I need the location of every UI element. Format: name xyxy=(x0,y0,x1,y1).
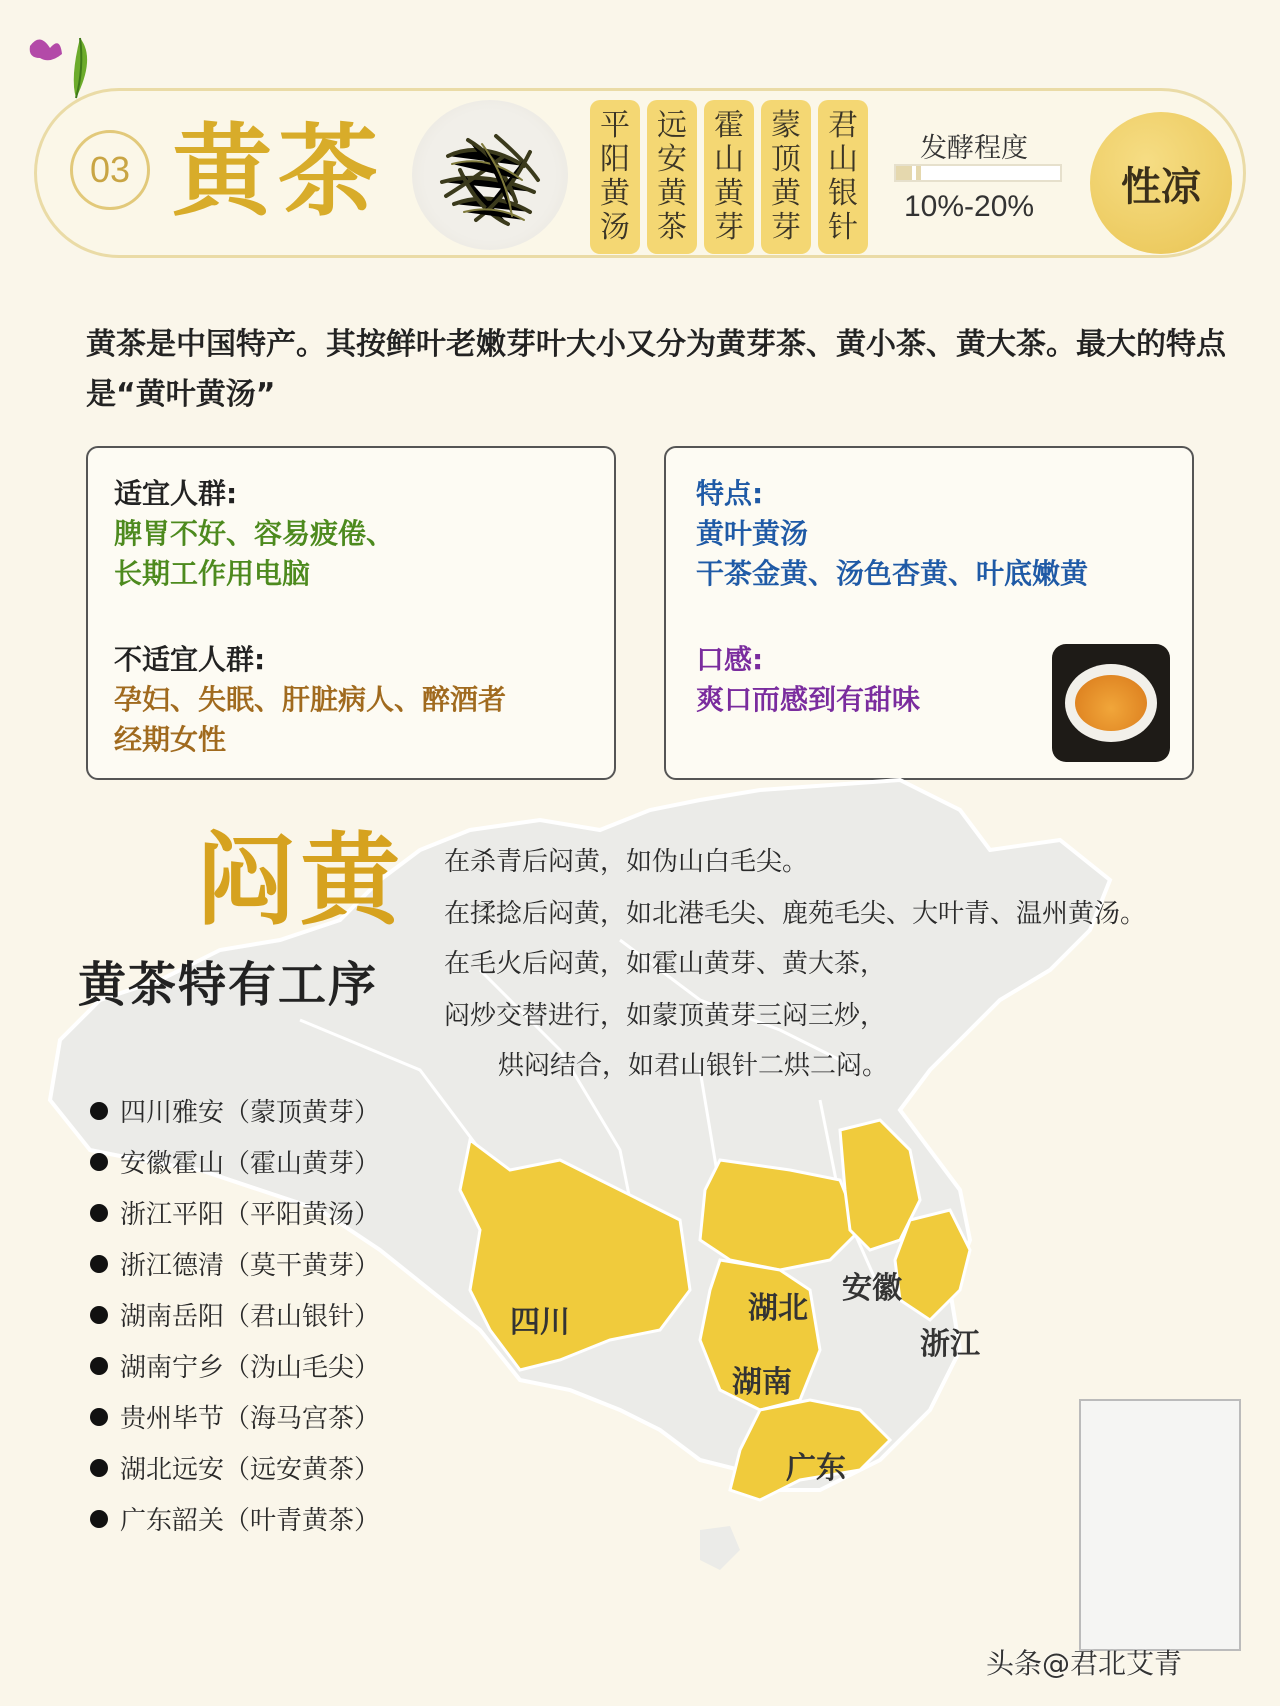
features-line: 黄叶黄汤 xyxy=(696,517,809,550)
taste-label: 口感: xyxy=(696,643,764,676)
unsuitable-line: 孕妇、失眠、肝脏病人、醉酒者 xyxy=(114,683,507,716)
map-label-sichuan: 四川 xyxy=(510,1305,570,1340)
features-box xyxy=(664,446,1194,780)
region-item: 四川雅安（蒙顶黄芽） xyxy=(90,1092,380,1129)
tea-cup-image xyxy=(1052,644,1170,762)
region-item: 安徽霍山（霍山黄芽） xyxy=(90,1143,380,1180)
nature-badge: 性凉 xyxy=(1090,112,1232,254)
unsuitable-label: 不适宜人群: xyxy=(114,643,266,676)
suitable-line: 脾胃不好、容易疲倦、 xyxy=(114,517,395,550)
bullet-icon xyxy=(90,1204,108,1222)
features-label: 特点: xyxy=(696,477,764,510)
process-subtitle: 黄茶特有工序 xyxy=(78,957,379,1013)
bullet-icon xyxy=(90,1306,108,1324)
intro-text: 黄茶是中国特产。其按鲜叶老嫩芽叶大小又分为黄芽茶、黄小茶、黄大茶。最大的特点是“黄叶黄汤” xyxy=(86,327,1226,412)
process-step: 烘闷结合，如君山银针二烘二闷。 xyxy=(498,1051,889,1081)
region-item: 贵州毕节（海马宫茶） xyxy=(90,1398,380,1435)
fermentation-label: 发酵程度 xyxy=(920,133,1028,164)
region-item: 湖北远安（远安黄茶） xyxy=(90,1449,380,1486)
map-province-zhejiang xyxy=(895,1210,970,1320)
process-step: 在毛火后闷黄，如霍山黄芽、黄大茶， xyxy=(444,949,887,979)
suitable-people-box xyxy=(86,446,616,780)
process-step: 闷炒交替进行，如蒙顶黄芽三闷三炒， xyxy=(444,1001,887,1031)
features-line: 干茶金黄、汤色杏黄、叶底嫩黄 xyxy=(696,557,1089,590)
variety-list xyxy=(590,100,868,254)
dry-tea-leaves-image xyxy=(412,100,568,250)
bullet-icon xyxy=(90,1510,108,1528)
bullet-icon xyxy=(90,1357,108,1375)
map-label-anhui: 安徽 xyxy=(842,1271,902,1306)
map-label-hunan: 湖南 xyxy=(732,1365,792,1400)
bullet-icon xyxy=(90,1102,108,1120)
region-item: 湖南宁乡（沩山毛尖） xyxy=(90,1347,380,1384)
map-south-china-sea-inset xyxy=(1080,1400,1240,1650)
process-step: 在揉捻后闷黄，如北港毛尖、鹿苑毛尖、大叶青、温州黄汤。 xyxy=(444,899,1147,929)
process-title: 闷黄 xyxy=(196,822,404,939)
map-label-hubei: 湖北 xyxy=(748,1291,808,1326)
region-item: 浙江平阳（平阳黄汤） xyxy=(90,1194,380,1231)
unsuitable-line: 经期女性 xyxy=(114,723,227,756)
variety-yuanan: 远 安 黄 茶 xyxy=(647,100,697,254)
map-label-guangdong: 广东 xyxy=(786,1451,846,1486)
variety-pingyang: 平 阳 黄 汤 xyxy=(590,100,640,254)
region-item: 广东韶关（叶青黄茶） xyxy=(90,1500,380,1537)
region-item: 浙江德清（莫干黄芽） xyxy=(90,1245,380,1282)
fermentation-bar-fill xyxy=(896,166,921,180)
map-hainan-island xyxy=(700,1526,740,1570)
suitable-line: 长期工作用电脑 xyxy=(114,557,311,590)
bullet-icon xyxy=(90,1459,108,1477)
section-number: 03 xyxy=(70,130,150,210)
variety-junshan: 君 山 银 针 xyxy=(818,100,868,254)
bullet-icon xyxy=(90,1255,108,1273)
variety-mengding: 蒙 顶 黄 芽 xyxy=(761,100,811,254)
taste-text: 爽口而感到有甜味 xyxy=(696,683,921,716)
fermentation-bar xyxy=(894,164,1062,182)
bullet-icon xyxy=(90,1153,108,1171)
tea-title: 黄茶 xyxy=(172,113,384,230)
suitable-label: 适宜人群: xyxy=(114,477,238,510)
bullet-icon xyxy=(90,1408,108,1426)
process-step: 在杀青后闷黄，如伪山白毛尖。 xyxy=(444,847,809,877)
region-item: 湖南岳阳（君山银针） xyxy=(90,1296,380,1333)
author-watermark: 头条@君北艾青 xyxy=(986,1647,1183,1680)
variety-huoshan: 霍 山 黄 芽 xyxy=(704,100,754,254)
map-label-zhejiang: 浙江 xyxy=(920,1327,980,1362)
fermentation-value: 10%-20% xyxy=(904,190,1035,223)
